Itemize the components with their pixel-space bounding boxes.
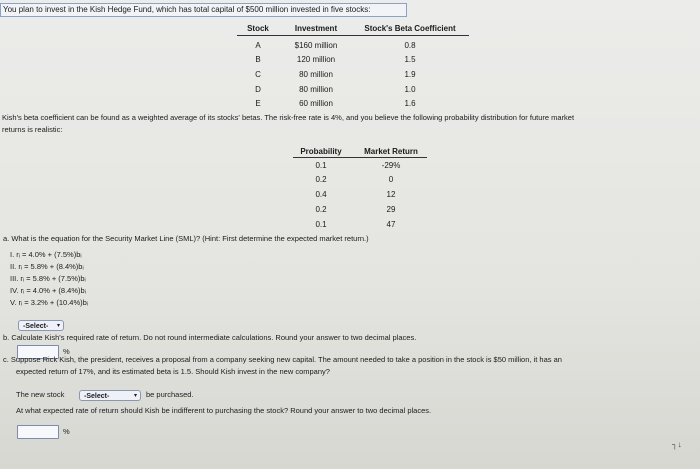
question-c-line3: At what expected rate of return should Kish be indifferent to purchasing the stock? Round your answer to two decimal places. bbox=[16, 406, 432, 415]
question-b: b. Calculate Kish's required rate of return. Do not round intermediate calculations. Round your answer to two decimal places. bbox=[3, 333, 417, 342]
table-cell: 0.8 bbox=[404, 41, 416, 50]
table-cell: 1.5 bbox=[404, 55, 416, 64]
indifference-return-input[interactable] bbox=[17, 425, 59, 439]
corner-mark: ┐↓ bbox=[672, 440, 682, 449]
select-arrow-icon: ▾ bbox=[133, 393, 137, 399]
table-cell: 1.9 bbox=[404, 70, 416, 79]
option-i: I. rᵢ = 4.0% + (7.5%)bᵢ bbox=[10, 250, 82, 259]
probability-header: Probability bbox=[300, 147, 342, 156]
intro-text: You plan to invest in the Kish Hedge Fund, which has total capital of $500 million invested in five stocks: bbox=[3, 5, 371, 14]
table-cell: 0 bbox=[388, 175, 394, 184]
option-iii: III. rᵢ = 5.8% + (7.5%)bᵢ bbox=[10, 274, 86, 283]
option-v: V. rᵢ = 3.2% + (10.4%)bᵢ bbox=[10, 298, 88, 307]
invest-decision-value: -Select- bbox=[84, 393, 110, 400]
table-cell: 0.1 bbox=[315, 220, 327, 229]
table-cell: 1.6 bbox=[404, 99, 416, 108]
question-a: a. What is the equation for the Security Market Line (SML)? (Hint: First determine the expected market return.) bbox=[3, 234, 369, 243]
option-iv: IV. rᵢ = 4.0% + (8.4%)bᵢ bbox=[10, 286, 86, 295]
table-cell: 29 bbox=[386, 205, 396, 214]
table-cell: 60 million bbox=[299, 99, 333, 108]
question-c-line2: expected return of 17%, and its estimated beta is 1.5. Should Kish invest in the new company? bbox=[16, 367, 330, 376]
percent-unit-b: % bbox=[63, 347, 70, 356]
stock-header-rule bbox=[237, 35, 469, 36]
select-arrow-icon: ▾ bbox=[56, 323, 60, 329]
table-cell: 47 bbox=[386, 220, 396, 229]
sml-select-value: -Select- bbox=[23, 323, 49, 330]
table-cell: 0.2 bbox=[315, 175, 327, 184]
table-cell: 12 bbox=[386, 190, 396, 199]
table-cell: -29% bbox=[381, 161, 401, 170]
table-cell: 0.1 bbox=[315, 161, 327, 170]
table-cell: 80 million bbox=[299, 70, 333, 79]
new-stock-suffix: be purchased. bbox=[146, 390, 194, 399]
table-cell: A bbox=[255, 41, 261, 50]
invest-decision-select[interactable] bbox=[79, 390, 141, 401]
table-cell: 1.0 bbox=[404, 85, 416, 94]
beta-text-line1: Kish's beta coefficient can be found as a weighted average of its stocks' betas. The risk-free rate is 4%, and you believe the following probability distribution for future market bbox=[2, 113, 575, 122]
table-cell: 120 million bbox=[296, 55, 336, 64]
table-cell: C bbox=[255, 70, 261, 79]
beta-text-line2: returns is realistic: bbox=[2, 125, 63, 134]
beta-header: Stock's Beta Coefficient bbox=[364, 24, 456, 33]
stock-header: Stock bbox=[247, 24, 269, 33]
sml-select[interactable] bbox=[18, 320, 64, 331]
market-return-header: Market Return bbox=[364, 147, 418, 156]
new-stock-prefix: The new stock bbox=[16, 390, 65, 399]
table-cell: B bbox=[255, 55, 261, 64]
investment-header: Investment bbox=[294, 24, 338, 33]
option-ii: II. rᵢ = 5.8% + (8.4%)bᵢ bbox=[10, 262, 84, 271]
table-cell: $160 million bbox=[294, 41, 338, 50]
table-cell: 80 million bbox=[299, 85, 333, 94]
table-cell: D bbox=[255, 85, 261, 94]
table-cell: 0.4 bbox=[315, 190, 327, 199]
probability-header-rule bbox=[293, 157, 427, 158]
percent-unit-c: % bbox=[63, 427, 70, 436]
table-cell: E bbox=[255, 99, 261, 108]
table-cell: 0.2 bbox=[315, 205, 327, 214]
question-c-line1: c. Suppose Rick Kish, the president, receives a proposal from a company seeking new capital. The amount needed to take a position in the stock is $50 million, it has an bbox=[3, 355, 562, 364]
